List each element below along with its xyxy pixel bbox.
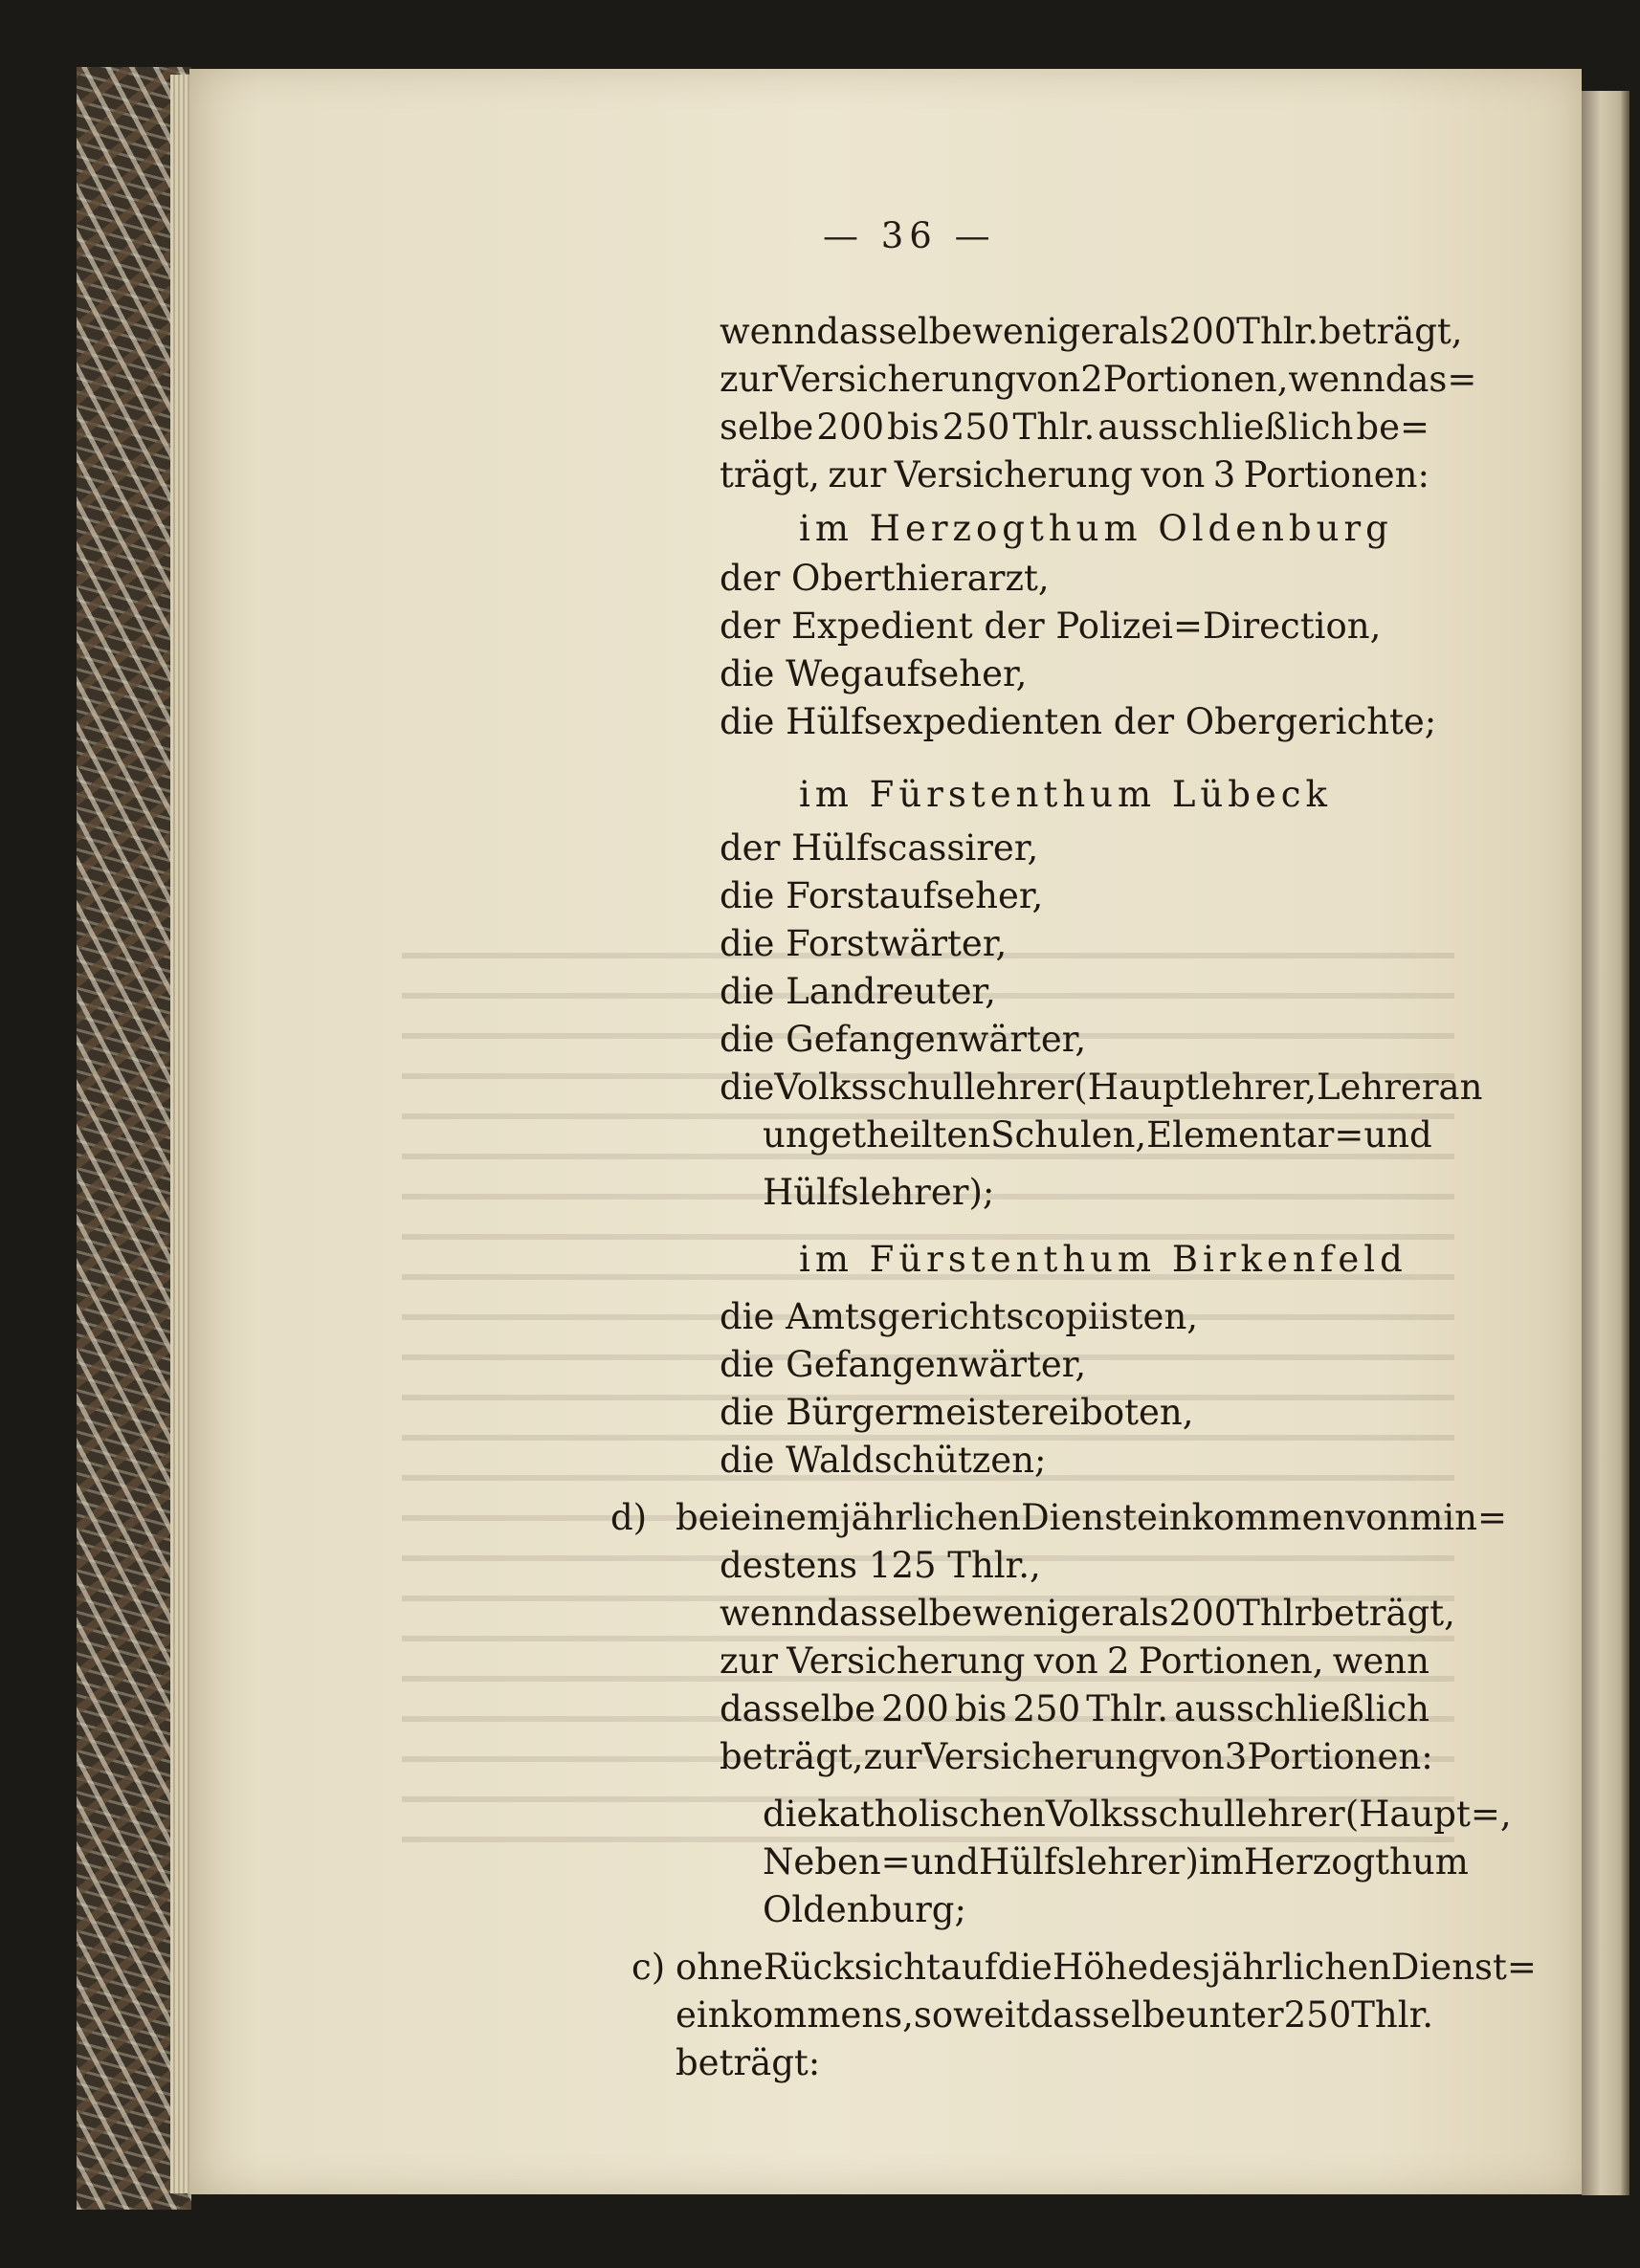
text-line: Oldenburg;	[763, 1889, 966, 1930]
section-heading: im Fürstenthum Lübeck	[799, 774, 1332, 815]
text-line: zur Versicherung von 2 Portionen, wenn	[720, 1640, 1429, 1682]
text-line: die Volksschullehrer (Hauptlehrer, Lehrer an	[720, 1067, 1483, 1108]
text-line: wenn dasselbe weniger als 200 Thlr. beträgt,	[720, 311, 1463, 352]
text-line: bei einem jährlichen Diensteinkommen von min=	[676, 1497, 1507, 1538]
text-line: der Oberthierarzt,	[720, 558, 1050, 599]
text-line: die Gefangenwärter,	[720, 1344, 1087, 1385]
text-line: die Bürgermeistereiboten,	[720, 1392, 1194, 1433]
text-line: einkommens, soweit dasselbe unter 250 Thlr.	[676, 1994, 1433, 2036]
text-line: wenn dasselbe weniger als 200 Thlr beträgt,	[720, 1593, 1455, 1634]
text-line: die Wegaufseher,	[720, 653, 1028, 694]
section-heading: im Fürstenthum Birkenfeld	[799, 1239, 1407, 1280]
text-line: der Expedient der Polizei=Direction,	[720, 606, 1382, 647]
text-line: beträgt, zur Versicherung von 3 Portionen:	[720, 1736, 1433, 1777]
text-line: die Hülfsexpedienten der Obergerichte;	[720, 701, 1437, 742]
text-line: zur Versicherung von 2 Portionen, wenn das=	[720, 359, 1477, 400]
section-heading: im Herzogthum Oldenburg	[799, 508, 1393, 549]
text-line: die Forstwärter,	[720, 923, 1008, 964]
item-label-c: c)	[632, 1947, 666, 1988]
text-line: ohne Rücksicht auf die Höhe des jährlichen Dienst=	[676, 1947, 1537, 1988]
text-line: die Landreuter,	[720, 971, 996, 1012]
text-line: destens 125 Thlr.,	[720, 1545, 1041, 1586]
text-line: die Amtsgerichtscopiisten,	[720, 1296, 1199, 1337]
text-line: Hülfslehrer);	[763, 1172, 995, 1213]
text-line: trägt, zur Versicherung von 3 Portionen:	[720, 454, 1429, 495]
text-line: die Waldschützen;	[720, 1440, 1047, 1481]
page-number: — 36 —	[823, 215, 996, 256]
facing-page-edge	[1582, 91, 1629, 2195]
text-line: die Forstaufseher,	[720, 875, 1044, 916]
text-line: die katholischen Volksschullehrer (Haupt=,	[763, 1794, 1512, 1835]
item-label-d: d)	[610, 1497, 648, 1538]
text-line: beträgt:	[676, 2042, 821, 2083]
text-line: ungetheilten Schulen, Elementar= und	[763, 1114, 1432, 1156]
text-line: dasselbe 200 bis 250 Thlr. ausschließlich	[720, 1688, 1429, 1729]
text-line: Neben= und Hülfslehrer) im Herzogthum	[763, 1841, 1469, 1883]
text-line: der Hülfscassirer,	[720, 827, 1039, 869]
text-line: die Gefangenwärter,	[720, 1019, 1087, 1060]
text-line: selbe 200 bis 250 Thlr. ausschließlich be=	[720, 407, 1429, 448]
